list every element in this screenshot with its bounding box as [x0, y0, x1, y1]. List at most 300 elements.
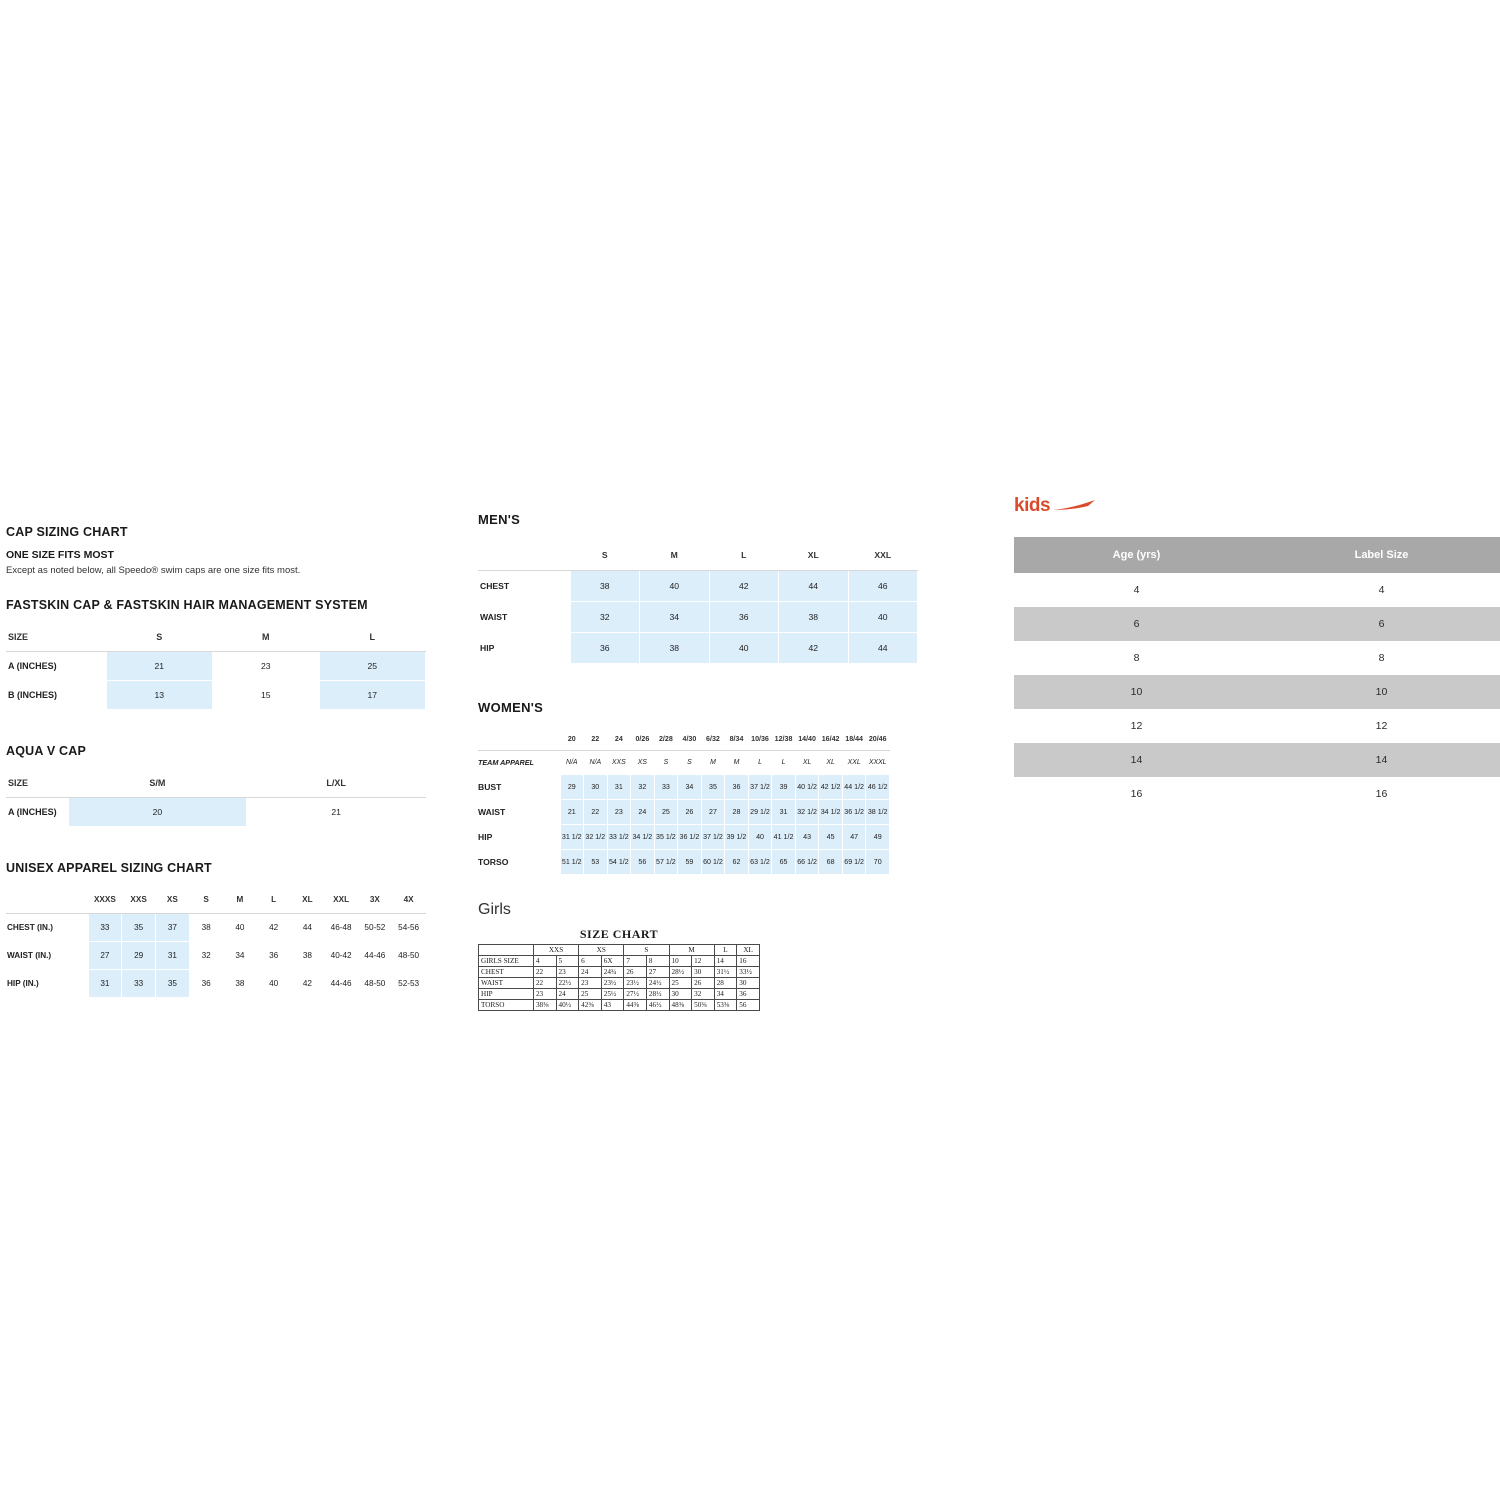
cell: N/A — [560, 751, 584, 775]
column-header-age: Age (yrs) — [1014, 537, 1259, 573]
table-row — [6, 623, 426, 652]
cell-label-size: 12 — [1259, 709, 1500, 743]
cell: 22 — [584, 800, 608, 825]
cell: 42 — [709, 571, 779, 602]
cell: 33 1/2 — [607, 825, 631, 850]
column-header: 8/34 — [725, 728, 749, 751]
cell: 23½ — [601, 978, 624, 989]
cell: 66 1/2 — [795, 850, 819, 875]
cell: 31½ — [714, 967, 737, 978]
cell: 25 — [319, 652, 426, 681]
column-header: XL — [779, 540, 849, 571]
cell: N/A — [584, 751, 608, 775]
cell: 25 — [669, 978, 692, 989]
kids-logo-text: kids — [1014, 495, 1051, 516]
cell: 46 — [848, 571, 918, 602]
column-header: L — [257, 886, 291, 914]
cell: L — [772, 751, 796, 775]
cell: 23 — [607, 800, 631, 825]
cell: 26 — [624, 967, 647, 978]
group-header: XXS — [533, 945, 578, 956]
girls-table — [478, 944, 760, 1011]
cell: 37 1/2 — [748, 775, 772, 800]
cell: 52-53 — [392, 970, 426, 998]
cell: XXXL — [866, 751, 890, 775]
cell: S — [654, 751, 678, 775]
cell: 33½ — [737, 967, 760, 978]
cell: S — [678, 751, 702, 775]
column-header: SIZE — [6, 769, 68, 798]
cell: 42⅜ — [579, 1000, 602, 1011]
row-header: TORSO — [479, 1000, 534, 1011]
table-row — [1014, 777, 1500, 811]
cell: 34 — [678, 775, 702, 800]
cell: 28 — [725, 800, 749, 825]
cell: 44 — [779, 571, 849, 602]
cell: 27 — [646, 967, 669, 978]
cell: 31 — [156, 942, 190, 970]
cell: XXS — [607, 751, 631, 775]
table-row — [6, 681, 426, 710]
row-header: HIP (IN.) — [6, 970, 88, 998]
column-header: SIZE — [6, 623, 106, 652]
cell: 32 — [189, 942, 223, 970]
cell: 8 — [646, 956, 669, 967]
cell: 23 — [533, 989, 556, 1000]
cell: 51 1/2 — [560, 850, 584, 875]
cell: 44⅜ — [624, 1000, 647, 1011]
cap-sizing-title: CAP SIZING CHART — [6, 525, 128, 539]
aquav-table — [6, 768, 426, 827]
cell: 36 — [709, 602, 779, 633]
cell: 24½ — [646, 978, 669, 989]
cell: 38 — [640, 633, 710, 664]
cell: 44 — [848, 633, 918, 664]
cell: 44 — [291, 914, 325, 942]
table-row — [6, 652, 426, 681]
table-row — [1014, 573, 1500, 607]
cell: 32 — [692, 989, 715, 1000]
cell: 44 1/2 — [842, 775, 866, 800]
column-header: M — [223, 886, 257, 914]
cell: 24 — [631, 800, 655, 825]
kids-sizing-section — [1014, 495, 1500, 811]
cell: M — [725, 751, 749, 775]
cell: 70 — [866, 850, 890, 875]
cell: 22 — [533, 967, 556, 978]
cell: 53⅜ — [714, 1000, 737, 1011]
table-row — [479, 945, 760, 956]
group-header: M — [669, 945, 714, 956]
cell: 48-50 — [392, 942, 426, 970]
cell: 40 — [257, 970, 291, 998]
row-header: GIRLS SIZE — [479, 956, 534, 967]
table-row — [478, 633, 918, 664]
cell: 16 — [737, 956, 760, 967]
cell: 29 — [122, 942, 156, 970]
cell: 6 — [579, 956, 602, 967]
table-row — [478, 850, 890, 875]
cell: 54-56 — [392, 914, 426, 942]
cell: 24 — [556, 989, 579, 1000]
cell: 23 — [556, 967, 579, 978]
cell: 36 1/2 — [678, 825, 702, 850]
cell: 23 — [579, 978, 602, 989]
table-row — [1014, 675, 1500, 709]
cell: 28½ — [669, 967, 692, 978]
cell: 36 — [189, 970, 223, 998]
cell: 34 — [223, 942, 257, 970]
table-row — [6, 798, 426, 827]
column-header — [478, 540, 570, 571]
girls-size-chart — [478, 927, 760, 1011]
cell: 6X — [601, 956, 624, 967]
cell: 36 — [725, 775, 749, 800]
cell-label-size: 8 — [1259, 641, 1500, 675]
cell: 29 1/2 — [748, 800, 772, 825]
cell: 36 1/2 — [842, 800, 866, 825]
column-header: 4/30 — [678, 728, 702, 751]
cell: 32 1/2 — [795, 800, 819, 825]
cell: 68 — [819, 850, 843, 875]
unisex-title: UNISEX APPAREL SIZING CHART — [6, 861, 212, 875]
cell: 56 — [737, 1000, 760, 1011]
cell: 65 — [772, 850, 796, 875]
cell: 24 — [579, 967, 602, 978]
row-header: BUST — [478, 775, 560, 800]
cell: 21 — [247, 798, 426, 827]
cell: 22 — [533, 978, 556, 989]
column-header: S — [106, 623, 213, 652]
table-row — [478, 728, 890, 751]
cell: 38 — [570, 571, 640, 602]
cell: 4 — [533, 956, 556, 967]
cell: 38 1/2 — [866, 800, 890, 825]
cell: 35 1/2 — [654, 825, 678, 850]
column-header: XXL — [848, 540, 918, 571]
cell: XL — [795, 751, 819, 775]
cell: 40 — [640, 571, 710, 602]
column-header: M — [213, 623, 320, 652]
row-header: WAIST — [479, 978, 534, 989]
group-header: XL — [737, 945, 760, 956]
group-header: L — [714, 945, 737, 956]
cell-label-size: 4 — [1259, 573, 1500, 607]
group-header: XS — [579, 945, 624, 956]
table-row — [1014, 641, 1500, 675]
cell: 38 — [291, 942, 325, 970]
cell: 46-48 — [324, 914, 358, 942]
cell: 31 — [607, 775, 631, 800]
girls-chart-caption: SIZE CHART — [579, 927, 659, 941]
table-row — [479, 978, 760, 989]
row-header: CHEST — [479, 967, 534, 978]
cell-label-size: 14 — [1259, 743, 1500, 777]
one-size-heading: ONE SIZE FITS MOST — [6, 549, 114, 561]
fastskin-table — [6, 622, 426, 710]
cell: 14 — [714, 956, 737, 967]
cell: 42 — [779, 633, 849, 664]
cell: 37 — [156, 914, 190, 942]
table-row — [6, 970, 426, 998]
cell: 30 — [584, 775, 608, 800]
table-row — [6, 914, 426, 942]
column-header: XS — [156, 886, 190, 914]
cell: 39 — [772, 775, 796, 800]
cell: 62 — [725, 850, 749, 875]
unisex-apparel-table — [6, 885, 426, 998]
corner-cell — [479, 945, 534, 956]
column-header: 16/42 — [819, 728, 843, 751]
cell: 41 1/2 — [772, 825, 796, 850]
cell: 25 — [654, 800, 678, 825]
table-header-row — [1014, 537, 1500, 573]
table-row — [479, 967, 760, 978]
fastskin-title: FASTSKIN CAP & FASTSKIN HAIR MANAGEMENT SYSTEM — [6, 598, 368, 612]
column-header: 18/44 — [842, 728, 866, 751]
cell: 40 — [223, 914, 257, 942]
table-row — [1014, 743, 1500, 777]
cell-label-size: 16 — [1259, 777, 1500, 811]
column-header: L/XL — [247, 769, 426, 798]
cell: 27 — [701, 800, 725, 825]
column-header: L — [319, 623, 426, 652]
cell: 15 — [213, 681, 320, 710]
cell: 27½ — [624, 989, 647, 1000]
cell: 40-42 — [324, 942, 358, 970]
cell: 39 1/2 — [725, 825, 749, 850]
cell: 69 1/2 — [842, 850, 866, 875]
cell: 7 — [624, 956, 647, 967]
row-header: TORSO — [478, 850, 560, 875]
cell: 38 — [223, 970, 257, 998]
cell: 50-52 — [358, 914, 392, 942]
cell: 30 — [669, 989, 692, 1000]
table-row — [6, 942, 426, 970]
cell-label-size: 6 — [1259, 607, 1500, 641]
table-row — [478, 825, 890, 850]
cell: 35 — [156, 970, 190, 998]
table-row — [478, 800, 890, 825]
column-header: S — [570, 540, 640, 571]
row-header: CHEST (IN.) — [6, 914, 88, 942]
cell: 17 — [319, 681, 426, 710]
cell: 21 — [106, 652, 213, 681]
cell: 23½ — [624, 978, 647, 989]
column-header: 20/46 — [866, 728, 890, 751]
table-row — [478, 571, 918, 602]
cell: 42 — [291, 970, 325, 998]
row-header: CHEST — [478, 571, 570, 602]
cell: M — [701, 751, 725, 775]
aquav-title: AQUA V CAP — [6, 744, 87, 758]
cell: 46 1/2 — [866, 775, 890, 800]
table-row — [6, 769, 426, 798]
cell: 56 — [631, 850, 655, 875]
cell: 46½ — [646, 1000, 669, 1011]
cell: 34 1/2 — [819, 800, 843, 825]
cell: 35 — [701, 775, 725, 800]
cell: 48⅜ — [669, 1000, 692, 1011]
cell: 59 — [678, 850, 702, 875]
cell: XL — [819, 751, 843, 775]
cell: 21 — [560, 800, 584, 825]
cell: 30 — [692, 967, 715, 978]
cell: 13 — [106, 681, 213, 710]
cell: 54 1/2 — [607, 850, 631, 875]
cell: 40 — [748, 825, 772, 850]
column-header: 12/38 — [772, 728, 796, 751]
cell-age: 14 — [1014, 743, 1259, 777]
cell: 32 1/2 — [584, 825, 608, 850]
cell: 24¾ — [601, 967, 624, 978]
table-row — [478, 775, 890, 800]
cell: 20 — [68, 798, 247, 827]
cell: 43 — [601, 1000, 624, 1011]
column-header: 3X — [358, 886, 392, 914]
row-header: WAIST — [478, 602, 570, 633]
cell: 40½ — [556, 1000, 579, 1011]
cell: 57 1/2 — [654, 850, 678, 875]
cell-age: 6 — [1014, 607, 1259, 641]
column-header: S — [189, 886, 223, 914]
cell: 40 1/2 — [795, 775, 819, 800]
column-header — [478, 728, 560, 751]
cell: 60 1/2 — [701, 850, 725, 875]
row-header: HIP — [479, 989, 534, 1000]
cell: 36 — [737, 989, 760, 1000]
cell-age: 4 — [1014, 573, 1259, 607]
table-row — [479, 956, 760, 967]
cell: 53 — [584, 850, 608, 875]
table-row — [478, 751, 890, 775]
cell: 31 — [88, 970, 122, 998]
column-header: XXL — [324, 886, 358, 914]
column-header: XXXS — [88, 886, 122, 914]
cell: 32 — [631, 775, 655, 800]
cell: 32 — [570, 602, 640, 633]
womens-title: WOMEN'S — [478, 700, 544, 715]
cap-sizing-section — [6, 525, 426, 998]
cell: 36 — [257, 942, 291, 970]
table-row — [479, 989, 760, 1000]
mens-title: MEN'S — [478, 512, 521, 527]
cell-age: 12 — [1014, 709, 1259, 743]
cell: L — [748, 751, 772, 775]
column-header: XL — [291, 886, 325, 914]
table-row — [1014, 709, 1500, 743]
cell: 38 — [189, 914, 223, 942]
column-header: 22 — [584, 728, 608, 751]
column-header — [6, 886, 88, 914]
cell: 28½ — [646, 989, 669, 1000]
cell: 34 — [640, 602, 710, 633]
cell: 34 1/2 — [631, 825, 655, 850]
cell: XXL — [842, 751, 866, 775]
column-header: 10/36 — [748, 728, 772, 751]
cell: 63 1/2 — [748, 850, 772, 875]
row-header: A (INCHES) — [6, 798, 68, 827]
column-header: 6/32 — [701, 728, 725, 751]
cell-label-size: 10 — [1259, 675, 1500, 709]
cell: 40 — [848, 602, 918, 633]
row-header: HIP — [478, 825, 560, 850]
column-header: S/M — [68, 769, 247, 798]
row-header: B (INCHES) — [6, 681, 106, 710]
column-header: 0/26 — [631, 728, 655, 751]
cell: 12 — [692, 956, 715, 967]
cell: 35 — [122, 914, 156, 942]
cell: 38⅜ — [533, 1000, 556, 1011]
column-header: 24 — [607, 728, 631, 751]
table-row — [1014, 607, 1500, 641]
cell: 23 — [213, 652, 320, 681]
table-row — [6, 886, 426, 914]
cell: 22½ — [556, 978, 579, 989]
mens-sizing-table — [478, 539, 918, 664]
cell: 42 — [257, 914, 291, 942]
column-header-label-size: Label Size — [1259, 537, 1500, 573]
row-header: WAIST (IN.) — [6, 942, 88, 970]
cell: 5 — [556, 956, 579, 967]
column-header: 20 — [560, 728, 584, 751]
womens-sizing-table — [478, 727, 890, 875]
column-header: XXS — [122, 886, 156, 914]
row-header: A (INCHES) — [6, 652, 106, 681]
cell: 42 1/2 — [819, 775, 843, 800]
cell: 45 — [819, 825, 843, 850]
column-header: 2/28 — [654, 728, 678, 751]
row-header: TEAM APPAREL — [478, 751, 560, 775]
cell: 49 — [866, 825, 890, 850]
cell: 37 1/2 — [701, 825, 725, 850]
one-size-note: Except as noted below, all Speedo® swim caps are one size fits most. — [6, 565, 301, 576]
cell: XS — [631, 751, 655, 775]
cell: 33 — [122, 970, 156, 998]
column-header: 14/40 — [795, 728, 819, 751]
cell: 31 1/2 — [560, 825, 584, 850]
kids-logo — [1014, 495, 1500, 517]
column-header: 4X — [392, 886, 426, 914]
cell: 26 — [692, 978, 715, 989]
cell: 38 — [779, 602, 849, 633]
cell: 50⅜ — [692, 1000, 715, 1011]
cell: 30 — [737, 978, 760, 989]
cell-age: 16 — [1014, 777, 1259, 811]
cell: 43 — [795, 825, 819, 850]
table-row — [479, 1000, 760, 1011]
cell: 48-50 — [358, 970, 392, 998]
cell: 33 — [654, 775, 678, 800]
cell: 47 — [842, 825, 866, 850]
cell: 29 — [560, 775, 584, 800]
cell: 34 — [714, 989, 737, 1000]
cell-age: 8 — [1014, 641, 1259, 675]
cell: 25½ — [601, 989, 624, 1000]
column-header: L — [709, 540, 779, 571]
cell: 28 — [714, 978, 737, 989]
kids-age-size-table — [1014, 537, 1500, 811]
cell: 25 — [579, 989, 602, 1000]
column-header: M — [640, 540, 710, 571]
row-header: WAIST — [478, 800, 560, 825]
cell: 36 — [570, 633, 640, 664]
girls-heading: Girls — [478, 901, 511, 918]
mens-womens-girls-section — [478, 512, 918, 1011]
cell-age: 10 — [1014, 675, 1259, 709]
cell: 40 — [709, 633, 779, 664]
cell: 44-46 — [358, 942, 392, 970]
